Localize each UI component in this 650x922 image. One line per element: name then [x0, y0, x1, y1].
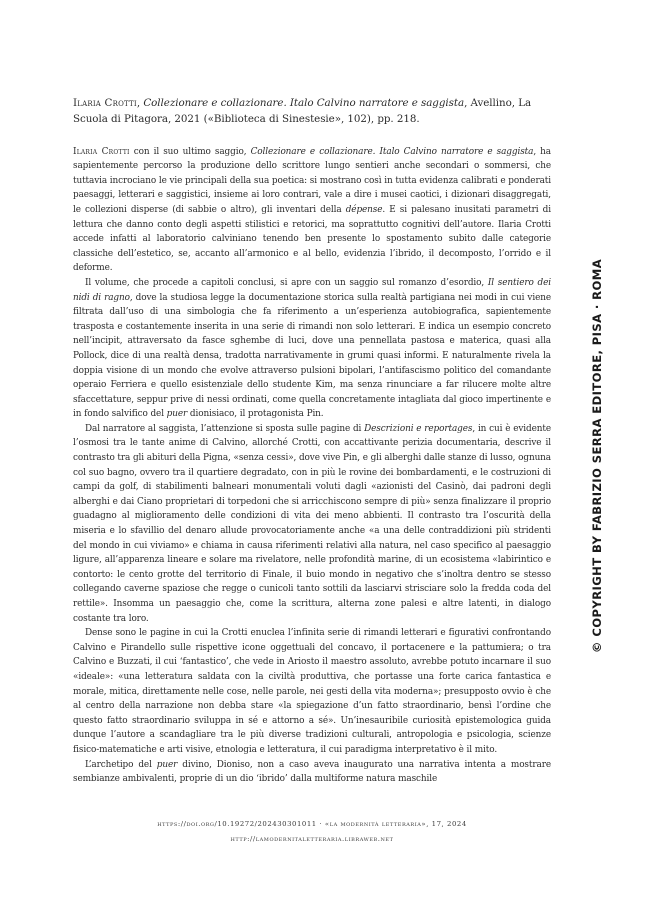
- paragraph-5-text-b: divino, Dioniso, non a caso aveva inaugurato una narrativa intenta a mostrare sembianze ambivalenti, proprie di un dio ‘ibrido’ dalla multiforme natura maschile: [73, 759, 551, 785]
- paragraph-1-text-a: con il suo ultimo saggio,: [129, 146, 251, 157]
- paragraph-3-text-a: Dal narratore al saggista, l’attenzione si sposta sulle pagine di: [85, 423, 365, 434]
- paragraph-1-text-b: , ha sapientemente percorso la produzione dello scrittore lungo sentieri anche secondari o sommersi, che tuttavia incrociano le vie principali della sua poetica: si mostrano così in tutta evidenza calibrati e ponderati paesaggi, letterari e saggistici, insieme ai loro contrari, vale a dire i musei caotici, i dizionari disaggregati, le collezioni disperse (di sabbie o altro), gli inventari della: [73, 146, 551, 215]
- copyright-notice: © COPYRIGHT BY FABRIZIO SERRA EDITORE, PISA · ROMA: [590, 258, 604, 654]
- paragraph-5-italic-puer: puer: [156, 759, 178, 770]
- review-header: Ilaria Crotti, Collezionare e collazionare. Italo Calvino narratore e saggista, Avellino, La Scuola di Pitagora, 2021 («Biblioteca di Sinestesie», 102), pp. 218.: [73, 97, 532, 125]
- paragraph-5-text-a: L’archetipo del: [85, 759, 157, 770]
- header-author: Ilaria Crotti: [73, 97, 137, 109]
- paragraph-3: [73, 422, 551, 626]
- paragraph-2-text-c: dionisiaco, il protagonista Pin.: [187, 409, 324, 420]
- footer-url-line: http://lamodernitaletteraria.libraweb.net: [230, 835, 394, 843]
- header-publication-details: , Avellino, La Scuola di Pitagora, 2021 («Biblioteca di Sinestesie», 102), pp. 218.: [73, 97, 532, 125]
- paragraph-1-lead-author: Ilaria Crotti: [73, 146, 130, 157]
- footer-doi-line: https://doi.org/10.19272/202430301011 · «la modernità letteraria», 17, 2024: [157, 820, 467, 828]
- paragraph-1: [73, 145, 551, 276]
- paragraph-2-text-a: Il volume, che procede a capitoli conclusi, si apre con un saggio sul romanzo d’esordio,: [85, 277, 488, 288]
- paragraph-3-italic-title: Descrizioni e reportages: [364, 423, 473, 434]
- paragraph-1-italic-depense: dépense: [345, 204, 383, 215]
- review-body: [73, 96, 551, 787]
- paragraph-2: [73, 276, 551, 422]
- paragraph-2-italic-puer: puer: [166, 409, 188, 420]
- header-book-title: Collezionare e collazionare. Italo Calvino narratore e saggista: [143, 97, 465, 109]
- paragraph-4: [73, 626, 551, 757]
- paragraph-5: [73, 758, 551, 787]
- paragraph-2-text-b: , dove la studiosa legge la documentazione storica sulla realtà partigiana nei modi in cui viene filtrata dall’uso di una simbologia che fa riferimento a un’esperienza autobiografica, sapientemente trasposta e costantemente inserita in una serie di rimandi non solo letterari. E indica un esempio concreto nell’incipit, attraversato da fasce sghembe di luci, dove una pennellata pastosa e materica, quasi alla Pollock, dice di una realtà densa, tradotta narrativamente in grumi quasi informi. E naturalmente rivela la doppia visione di un mondo che evolve attraverso pulsioni bipolari, l’antifascismo politico del comandante operaio Ferriera e quello esistenziale dello studente Kim, ma senza rinunciare a far rilucere molte altre sfaccettature, seppur prive di nessi ordinati, come quella concretamente intagliata dal gioco impertinente e in fondo salvifico del: [73, 292, 551, 420]
- paragraph-1-italic-title: Collezionare e collazionare. Italo Calvino narratore e saggista: [250, 146, 534, 157]
- paragraph-2-italic-title: Il sentiero dei nidi di ragno: [73, 277, 551, 303]
- paragraph-3-text-b: , in cui è evidente l’osmosi tra le tante anime di Calvino, allorché Crotti, con accattivante perizia documentaria, descrive il contrasto tra gli abituri della Pigna, «senza cessi», dove vive Pin, e gli alberghi dalle stanze di lusso, ognuna col suo bagno, ovvero tra il quartiere degradato, con in più le rovine dei bombardamenti, e le costruzioni di campi da golf, di stabilimenti balneari monumentali voluti dagli «azionisti del Casinò, dai padroni degli alberghi e dai Ciano proprietari di torpedoni che si arricchiscono sempre di più» senza finalizzare il proprio guadagno al miglioramento delle condizioni di vita dei meno abbienti. Il contrasto tra l’oscurità della miseria e lo sfavillio del denaro allude provocatoriamente anche «a una delle contraddizioni più stridenti del mondo in cui viviamo» e chiama in causa riferimenti relativi alla natura, nel caso specifico al paesaggio ligure, all’apparenza lineare e solare ma rivelatore, nelle profondità marine, di un ecosistema «labirintico e contorto: le cento grotte del territorio di Finale, il buio mondo in negativo che s’inoltra dentro se stesso collegando caverne spaziose che regge o cunicoli tanto sottili da lasciarvi strisciare solo la fredda coda del rettile». Insomma un paesaggio che, come la scrittura, alterna zone palesi e altre latenti, in dialogo costante tra loro.: [73, 423, 551, 624]
- paragraph-4-text: Dense sono le pagine in cui la Crotti enuclea l’infinita serie di rimandi letterari e figurativi confrontando Calvino e Pirandello sulle rispettive icone oggettuali del concavo, il portacenere e la pattumiera; o tra Calvino e Buzzati, il cui ‘fantastico’, che vede in Ariosto il maestro assoluto, avrebbe potuto incarnare il suo «ideale»: «una letteratura saldata con la civiltà produttiva, che portasse una forte carica fantastica e morale, mitica, direttamente nelle cose, nelle parole, nei gesti della vita moderna»; presupposto ovvio è che al centro della narrazione non debba stare «la spiegazione d’un fatto straordinario, bensì l’ordine che questo fatto straordinario sviluppa in sé e attorno a sé». Un’inesauribile curiosità epistemologica guida dunque l’autore a scandagliare tra le più diverse tradizioni culturali, antropologia e psicologia, scienze fisico-matematiche e arti visive, etnologia e letteratura, il cui paradigma interpretativo è il mito.: [73, 628, 551, 755]
- paragraph-1-text-c: . E si palesano inusitati parametri di lettura che danno conto degli aspetti stilistici e retorici, ma soprattutto cognitivi dell’autore. Ilaria Crotti accede infatti al laboratorio calviniano tenendo ben presente lo spostamento subito dalle categorie classiche dell’estetico, se, accanto all’armonico e al bello, evidenzia l’ibrido, il decomposto, l’orrido e il deforme.: [73, 204, 551, 274]
